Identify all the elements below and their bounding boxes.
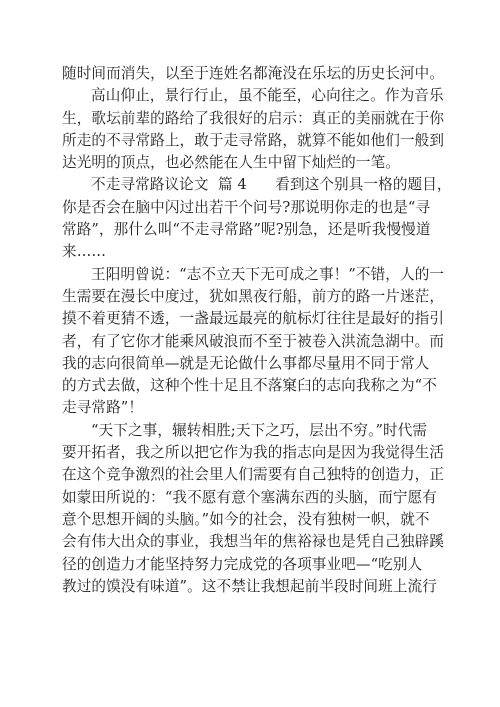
text-line: 的方式去做，这种个性十足且不落窠臼的志向我称之为“不: [62, 377, 437, 395]
text-line: 王阳明曾说：“志不立天下无可成之事！”不错，人的一: [91, 265, 445, 283]
text-line: 生需要在漫长中度过，犹如黑夜行船，前方的路一片迷茫，: [62, 287, 445, 305]
text-line: 你是否会在脑中闪过出若干个问号?那说明你走的也是“寻: [62, 198, 431, 216]
text-line: “天下之事，辗转相胜;天下之巧，层出不穷。”时代需: [91, 421, 428, 439]
text-line: 要开拓者，我之所以把它作为我的指志向是因为我觉得生活: [62, 444, 445, 462]
text-line: 径的创造力才能坚持努力完成党的各项事业吧—“吃别人: [62, 555, 423, 573]
text-line: 达光明的顶点，也必然能在人生中留下灿烂的一笔。: [62, 154, 400, 172]
text-line: 者，有了它你才能乘风破浪而不至于被卷入洪流急湖中。而: [62, 332, 445, 350]
text-line: 在这个竞争激烈的社会里人们需要有自己独特的创造力，正: [62, 466, 445, 484]
text-line: 常路”，那什么叫“不走寻常路”呢?别急，还是听我慢慢道: [62, 221, 431, 239]
text-line: 高山仰止，景行行止，虽不能至，心向往之。作为音乐: [91, 87, 444, 105]
text-line: 如蒙田所说的：“我不愿有意个塞满东西的头脑，而宁愿有: [62, 488, 437, 506]
text-line: 我的志向很简单—就是无论做什么事都尽量用不同于常人: [62, 354, 430, 372]
text-line: 教过的馍没有味道”。这不禁让我想起前半段时间班上流行: [62, 577, 437, 595]
document-page: [62, 63, 452, 598]
text-line: 随时间而消失，以至于连姓名都淹没在乐坛的历史长河中。: [62, 65, 445, 82]
text-line: 意个思想开阔的头脑。”如今的社会，没有独树一帜，就不: [62, 510, 430, 528]
text-line: 走寻常路”！: [62, 399, 144, 417]
text-line: 来……: [62, 243, 107, 261]
text-line: 会有伟大出众的事业，我想当年的焦裕禄也是凭自己独辟蹊: [62, 533, 445, 551]
text-line: 不走寻常路议论文 篇 4 看到这个别具一格的题目，: [91, 176, 452, 194]
text-line: 摸不着更猜不透，一盏最远最亮的航标灯往往是最好的指引: [62, 310, 445, 328]
text-line: 所走的不寻常路上，敢于走寻常路，就算不能如他们一般到: [62, 131, 445, 149]
text-line: 生，歌坛前辈的路给了我很好的启示：真正的美丽就在于你: [62, 109, 445, 127]
